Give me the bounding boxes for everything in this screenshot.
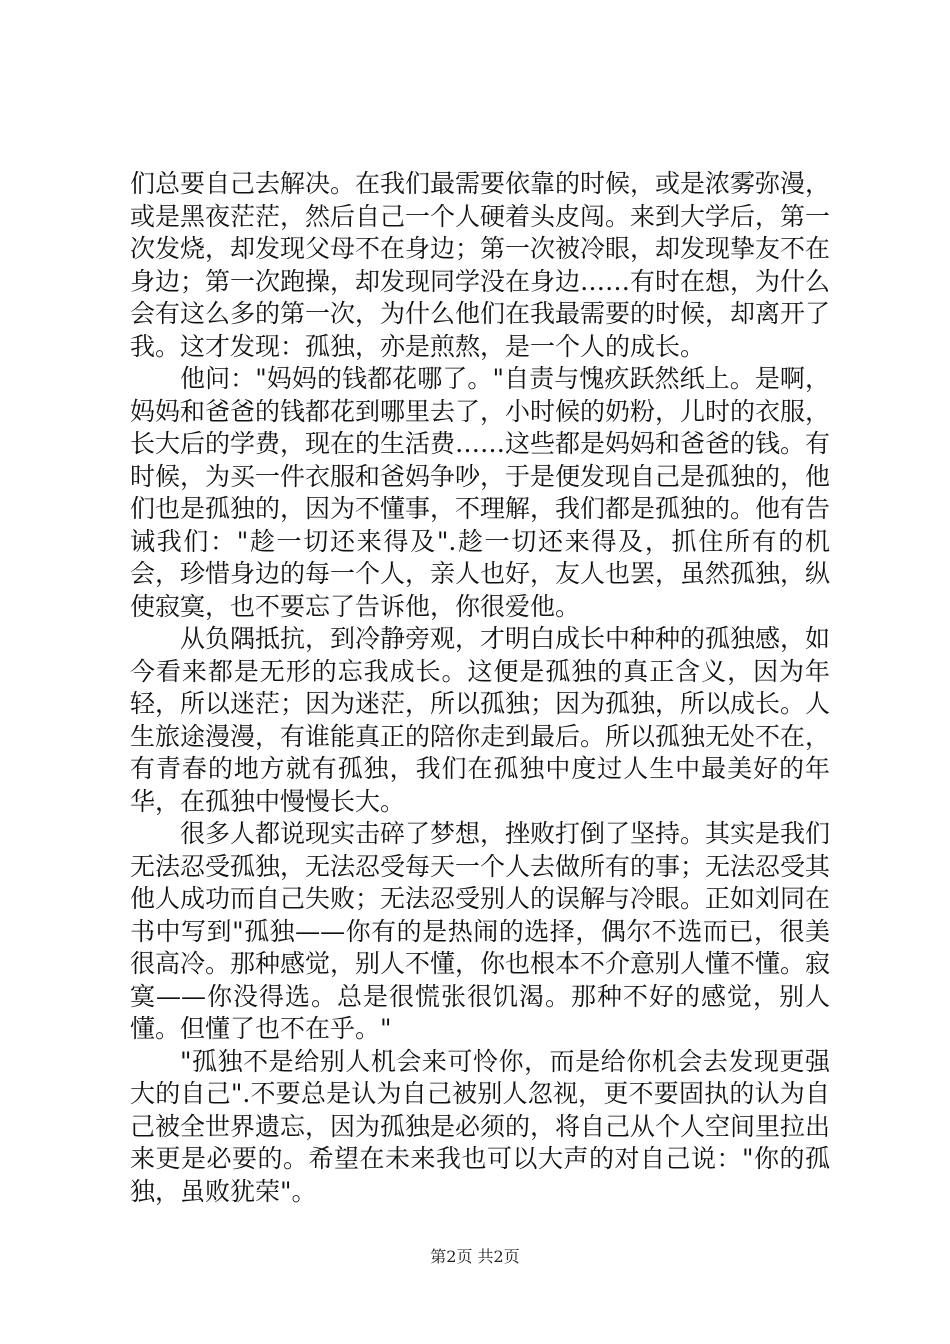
paragraph-3: 从负隅抵抗，到冷静旁观，才明白成长中种种的孤独感，如今看来都是无形的忘我成长。这便是孤独的真正含义，因为年轻，所以迷茫；因为迷茫，所以孤独；因为孤独，所以成长。人生旅途漫漫，有谁能真正的陪你走到最后。所以孤独无处不在，有青春的地方就有孤独，我们在孤独中度过人生中最美好的年华，在孤独中慢慢长大。 [130,624,831,816]
paragraph-1: 们总要自己去解决。在我们最需要依靠的时候，或是浓雾弥漫，或是黑夜茫茫，然后自己一个人硬着头皮闯。来到大学后，第一次发烧，却发现父母不在身边；第一次被冷眼，却发现挚友不在身边；第一次跑操，却发现同学没在身边……有时在想，为什么会有这么多的第一次，为什么他们在我最需要的时候，却离开了我。这才发现：孤独，亦是煎熬，是一个人的成长。 [130,169,831,361]
paragraph-4: 很多人都说现实击碎了梦想，挫败打倒了坚持。其实是我们无法忍受孤独，无法忍受每天一个人去做所有的事；无法忍受其他人成功而自己失败；无法忍受别人的误解与冷眼。正如刘同在书中写到"孤独——你有的是热闹的选择，偶尔不选而已，很美很高冷。那种感觉，别人不懂，你也根本不介意别人懂不懂。寂寞——你没得选。总是很慌张很饥渴。那种不好的感觉，别人懂。但懂了也不在乎。" [130,819,831,1043]
paragraph-2: 他问："妈妈的钱都花哪了。"自责与愧疚跃然纸上。是啊，妈妈和爸爸的钱都花到哪里去了，小时候的奶粉，儿时的衣服，长大后的学费，现在的生活费……这些都是妈妈和爸爸的钱。有时候，为买一件衣服和爸妈争吵，于是便发现自己是孤独的，他们也是孤独的，因为不懂事，不理解，我们都是孤独的。他有告诫我们："趁一切还来得及".趁一切还来得及，抓住所有的机会，珍惜身边的每一个人，亲人也好，友人也罢，虽然孤独，纵使寂寞，也不要忘了告诉他，你很爱他。 [130,364,831,621]
page-footer: 第2页 共2页 [430,1247,520,1266]
paragraph-5: "孤独不是给别人机会来可怜你，而是给你机会去发现更强大的自己".不要总是认为自己被别人忽视，更不要固执的认为自己被全世界遗忘，因为孤独是必须的，将自己从个人空间里拉出来更是必要的。希望在未来我也可以大声的对自己说："你的孤独，虽败犹荣"。 [130,1046,831,1206]
document-body [130,168,830,1208]
